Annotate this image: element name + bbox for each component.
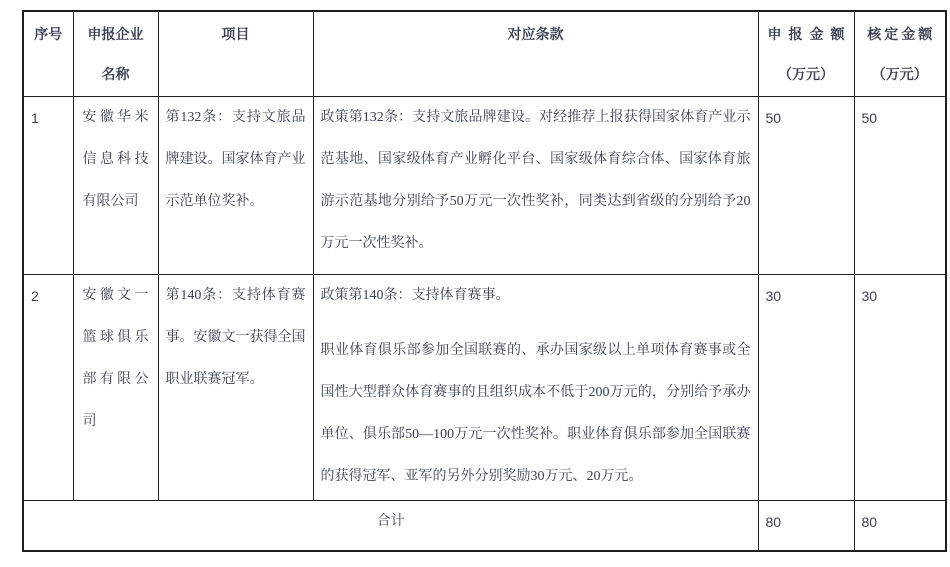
total-label: 合计 (23, 500, 758, 551)
header-no-label: 序号 (34, 26, 63, 42)
row2-clause (313, 274, 758, 500)
row2-approved-amount: 30 (854, 274, 946, 500)
header-declared-amount (758, 11, 854, 96)
row2-clause-paragraph-1: 政策第140条：支持体育赛事。 (320, 287, 510, 303)
total-declared-amount: 80 (758, 500, 854, 551)
row2-clause-paragraph-2: 职业体育俱乐部参加全国联赛的、承办国家级以上单项体育赛事或全国性大型群众体育赛事的且组织成本不低于200万元的，分别给予承办单位、俱乐部50—100万元一次性奖补。职业体育俱乐部参加全国联赛的获得冠军、亚军的另外分别奖励30万元、20万元。 (320, 342, 751, 484)
header-clause (313, 11, 758, 96)
row2-no: 2 (23, 274, 73, 500)
header-project-label: 项目 (221, 26, 250, 42)
header-row (23, 11, 946, 96)
award-summary-table (22, 10, 947, 552)
row1-no: 1 (23, 96, 73, 274)
header-project (158, 11, 313, 96)
row1-approved-amount: 50 (854, 96, 946, 274)
total-row (23, 500, 946, 551)
row2-company: 安徽文一篮球俱乐部有限公司 (73, 274, 158, 500)
row1-declared-amount: 50 (758, 96, 854, 274)
header-approved-line2: （万元） (871, 66, 928, 82)
row1-company: 安徽华米信息科技有限公司 (73, 96, 158, 274)
row1-clause-paragraph: 政策第132条：支持文旅品牌建设。对经推荐上报获得国家体育产业示范基地、国家级体育产业孵化平台、国家级体育综合体、国家体育旅游示范基地分别给予50万元一次性奖补，同类达到省级的分别给予20万元一次性奖补。 (320, 109, 751, 251)
row1-project: 第132条：支持文旅品牌建设。国家体育产业示范单位奖补。 (158, 96, 313, 274)
total-approved-amount: 80 (854, 500, 946, 551)
header-company-line1: 申报企业 (87, 26, 144, 42)
header-clause-label: 对应条款 (507, 26, 564, 42)
header-company-line2: 名称 (101, 66, 130, 82)
header-approved-line1: 核定金额 (867, 26, 936, 42)
header-declared-line2: （万元） (778, 66, 834, 82)
row2-project: 第140条：支持体育赛事。安徽文一获得全国职业联赛冠军。 (158, 274, 313, 500)
table-row-1 (23, 96, 946, 274)
row1-clause (313, 96, 758, 274)
header-no (23, 11, 73, 96)
header-company (73, 11, 158, 96)
row2-declared-amount: 30 (758, 274, 854, 500)
header-declared-line1: 申报金额 (767, 26, 852, 42)
table-row-2 (23, 274, 946, 500)
header-approved-amount (854, 11, 946, 96)
